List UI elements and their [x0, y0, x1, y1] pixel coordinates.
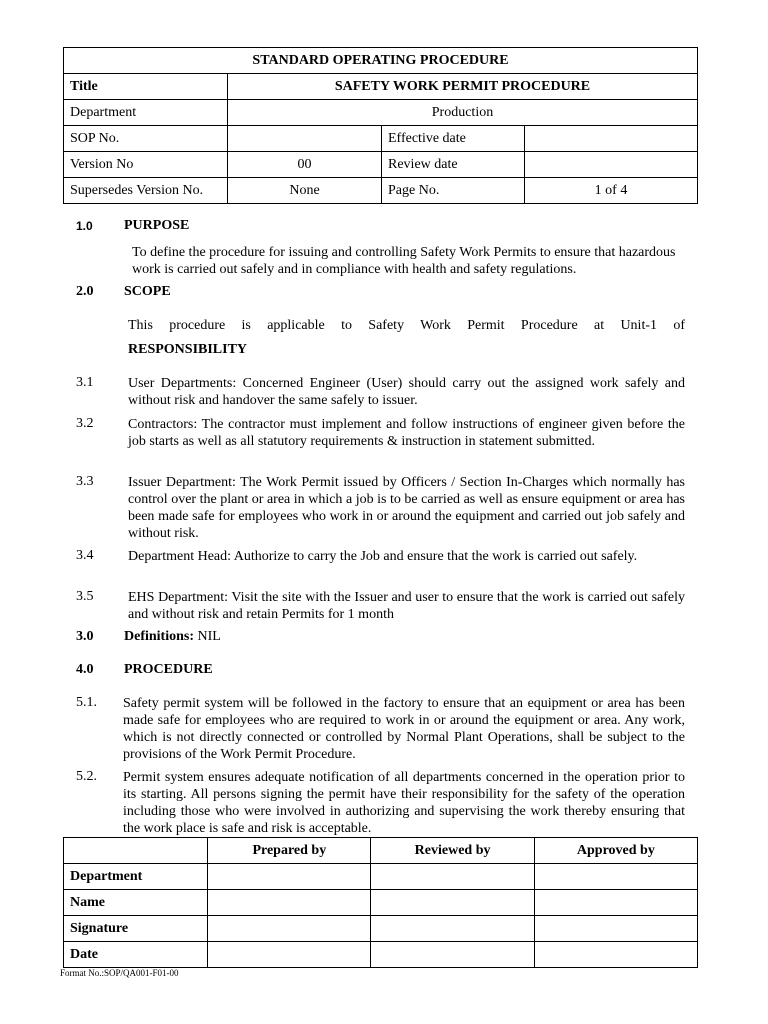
procedure-item-text: Permit system ensures adequate notification of all departments concerned in the operation prior to its starting. All persons signing the permit have their responsibility for the safety of the operation including those who were involved in authorizing and supervising the work thereby ensuring that the work place is safe and risk is acceptable.	[123, 770, 685, 836]
scope-number: 2.0	[76, 284, 94, 299]
approved-by-header: Approved by	[534, 838, 697, 864]
scope-title: SCOPE	[124, 284, 171, 299]
header-row-title	[64, 74, 698, 100]
supersedes-label: Supersedes Version No.	[64, 178, 228, 204]
responsibility-item-number: 3.2	[76, 416, 94, 431]
format-number: Format No.:SOP/QA001-F01-00	[60, 968, 179, 978]
sop-no-value	[228, 126, 382, 152]
reviewed-by-header: Reviewed by	[371, 838, 534, 864]
title-value: SAFETY WORK PERMIT PROCEDURE	[228, 74, 698, 100]
purpose-text: To define the procedure for issuing and controlling Safety Work Permits to ensure that hazardous work is carried out safely and in compliance with health and safety regulations.	[132, 245, 676, 277]
row-label-signature: Signature	[64, 916, 208, 942]
scope-text: This procedure is applicable to Safety Work Permit Procedure at Unit-1 of	[128, 318, 685, 333]
responsibility-item-text: Department Head: Authorize to carry the Job and ensure that the work is carried out safely.	[128, 549, 638, 564]
effective-date-value	[525, 126, 698, 152]
header-table	[63, 47, 698, 204]
definitions-text: NIL	[197, 629, 221, 644]
doc-type: STANDARD OPERATING PROCEDURE	[64, 48, 698, 74]
responsibility-item-text: Issuer Department: The Work Permit issued by Officers / Section In-Charges which normally has control over the plant or area in which a job is to be carried as well as ensure equipment or area has been made safe for employees who work in or around the equipment and carried out job safely and without risk.	[128, 475, 685, 541]
signature-header-row	[64, 838, 698, 864]
signature-row-signature	[64, 916, 698, 942]
effective-date-label: Effective date	[382, 126, 525, 152]
responsibility-item-text: Contractors: The contractor must implement and follow instructions of engineer given before the job starts as well as all statutory requirements & instruction in statement submitted.	[128, 417, 685, 449]
row-label-name: Name	[64, 890, 208, 916]
header-row-department	[64, 100, 698, 126]
approved-by-name-field[interactable]	[534, 890, 697, 916]
reviewed-by-signature-field[interactable]	[371, 916, 534, 942]
header-row-version	[64, 152, 698, 178]
reviewed-by-date-field[interactable]	[371, 942, 534, 968]
sop-no-label: SOP No.	[64, 126, 228, 152]
definitions-line	[124, 629, 221, 645]
procedure-item-number: 5.2.	[76, 769, 97, 784]
header-row-doc-type	[64, 48, 698, 74]
row-label-date: Date	[64, 942, 208, 968]
responsibility-item-text: EHS Department: Visit the site with the Issuer and user to ensure that the work is carried out safely and without risk and retain Permits for 1 month	[128, 590, 685, 622]
row-label-department: Department	[64, 864, 208, 890]
responsibility-item-number: 3.1	[76, 375, 94, 390]
signature-row-date	[64, 942, 698, 968]
page-no-label: Page No.	[382, 178, 525, 204]
review-date-label: Review date	[382, 152, 525, 178]
approved-by-signature-field[interactable]	[534, 916, 697, 942]
responsibility-item-number: 3.3	[76, 474, 94, 489]
header-row-supersedes	[64, 178, 698, 204]
signature-row-name	[64, 890, 698, 916]
reviewed-by-name-field[interactable]	[371, 890, 534, 916]
responsibility-item-text: User Departments: Concerned Engineer (User) should carry out the assigned work safely and without risk and handover the same safely to issuer.	[128, 376, 685, 408]
version-label: Version No	[64, 152, 228, 178]
prepared-by-header: Prepared by	[208, 838, 371, 864]
department-label: Department	[64, 100, 228, 126]
definitions-number: 3.0	[76, 629, 94, 644]
review-date-value	[525, 152, 698, 178]
prepared-by-department-field[interactable]	[208, 864, 371, 890]
page-no-value: 1 of 4	[525, 178, 698, 204]
header-row-sop-no	[64, 126, 698, 152]
supersedes-value: None	[228, 178, 382, 204]
signature-row-department	[64, 864, 698, 890]
procedure-item-text: Safety permit system will be followed in the factory to ensure that an equipment or area has been made safe for employees who are required to work in or around the equipment or area. Any work, which is not directly connected or controlled by Normal Plant Operations, shall be subject to the provisions of the Work Permit Procedure.	[123, 696, 685, 762]
approved-by-department-field[interactable]	[534, 864, 697, 890]
purpose-number: 1.0	[76, 219, 93, 233]
prepared-by-signature-field[interactable]	[208, 916, 371, 942]
definitions-title: Definitions:	[124, 629, 194, 644]
approved-by-date-field[interactable]	[534, 942, 697, 968]
responsibility-item-number: 3.4	[76, 548, 94, 563]
signature-corner-cell	[64, 838, 208, 864]
procedure-item-number: 5.1.	[76, 695, 97, 710]
purpose-title: PURPOSE	[124, 218, 190, 233]
procedure-number: 4.0	[76, 662, 94, 677]
version-value: 00	[228, 152, 382, 178]
responsibility-item-number: 3.5	[76, 589, 94, 604]
responsibility-title: RESPONSIBILITY	[128, 342, 248, 357]
reviewed-by-department-field[interactable]	[371, 864, 534, 890]
department-value: Production	[228, 100, 698, 126]
signature-table	[63, 837, 698, 968]
prepared-by-date-field[interactable]	[208, 942, 371, 968]
procedure-title: PROCEDURE	[124, 662, 213, 677]
prepared-by-name-field[interactable]	[208, 890, 371, 916]
title-label: Title	[64, 74, 228, 100]
